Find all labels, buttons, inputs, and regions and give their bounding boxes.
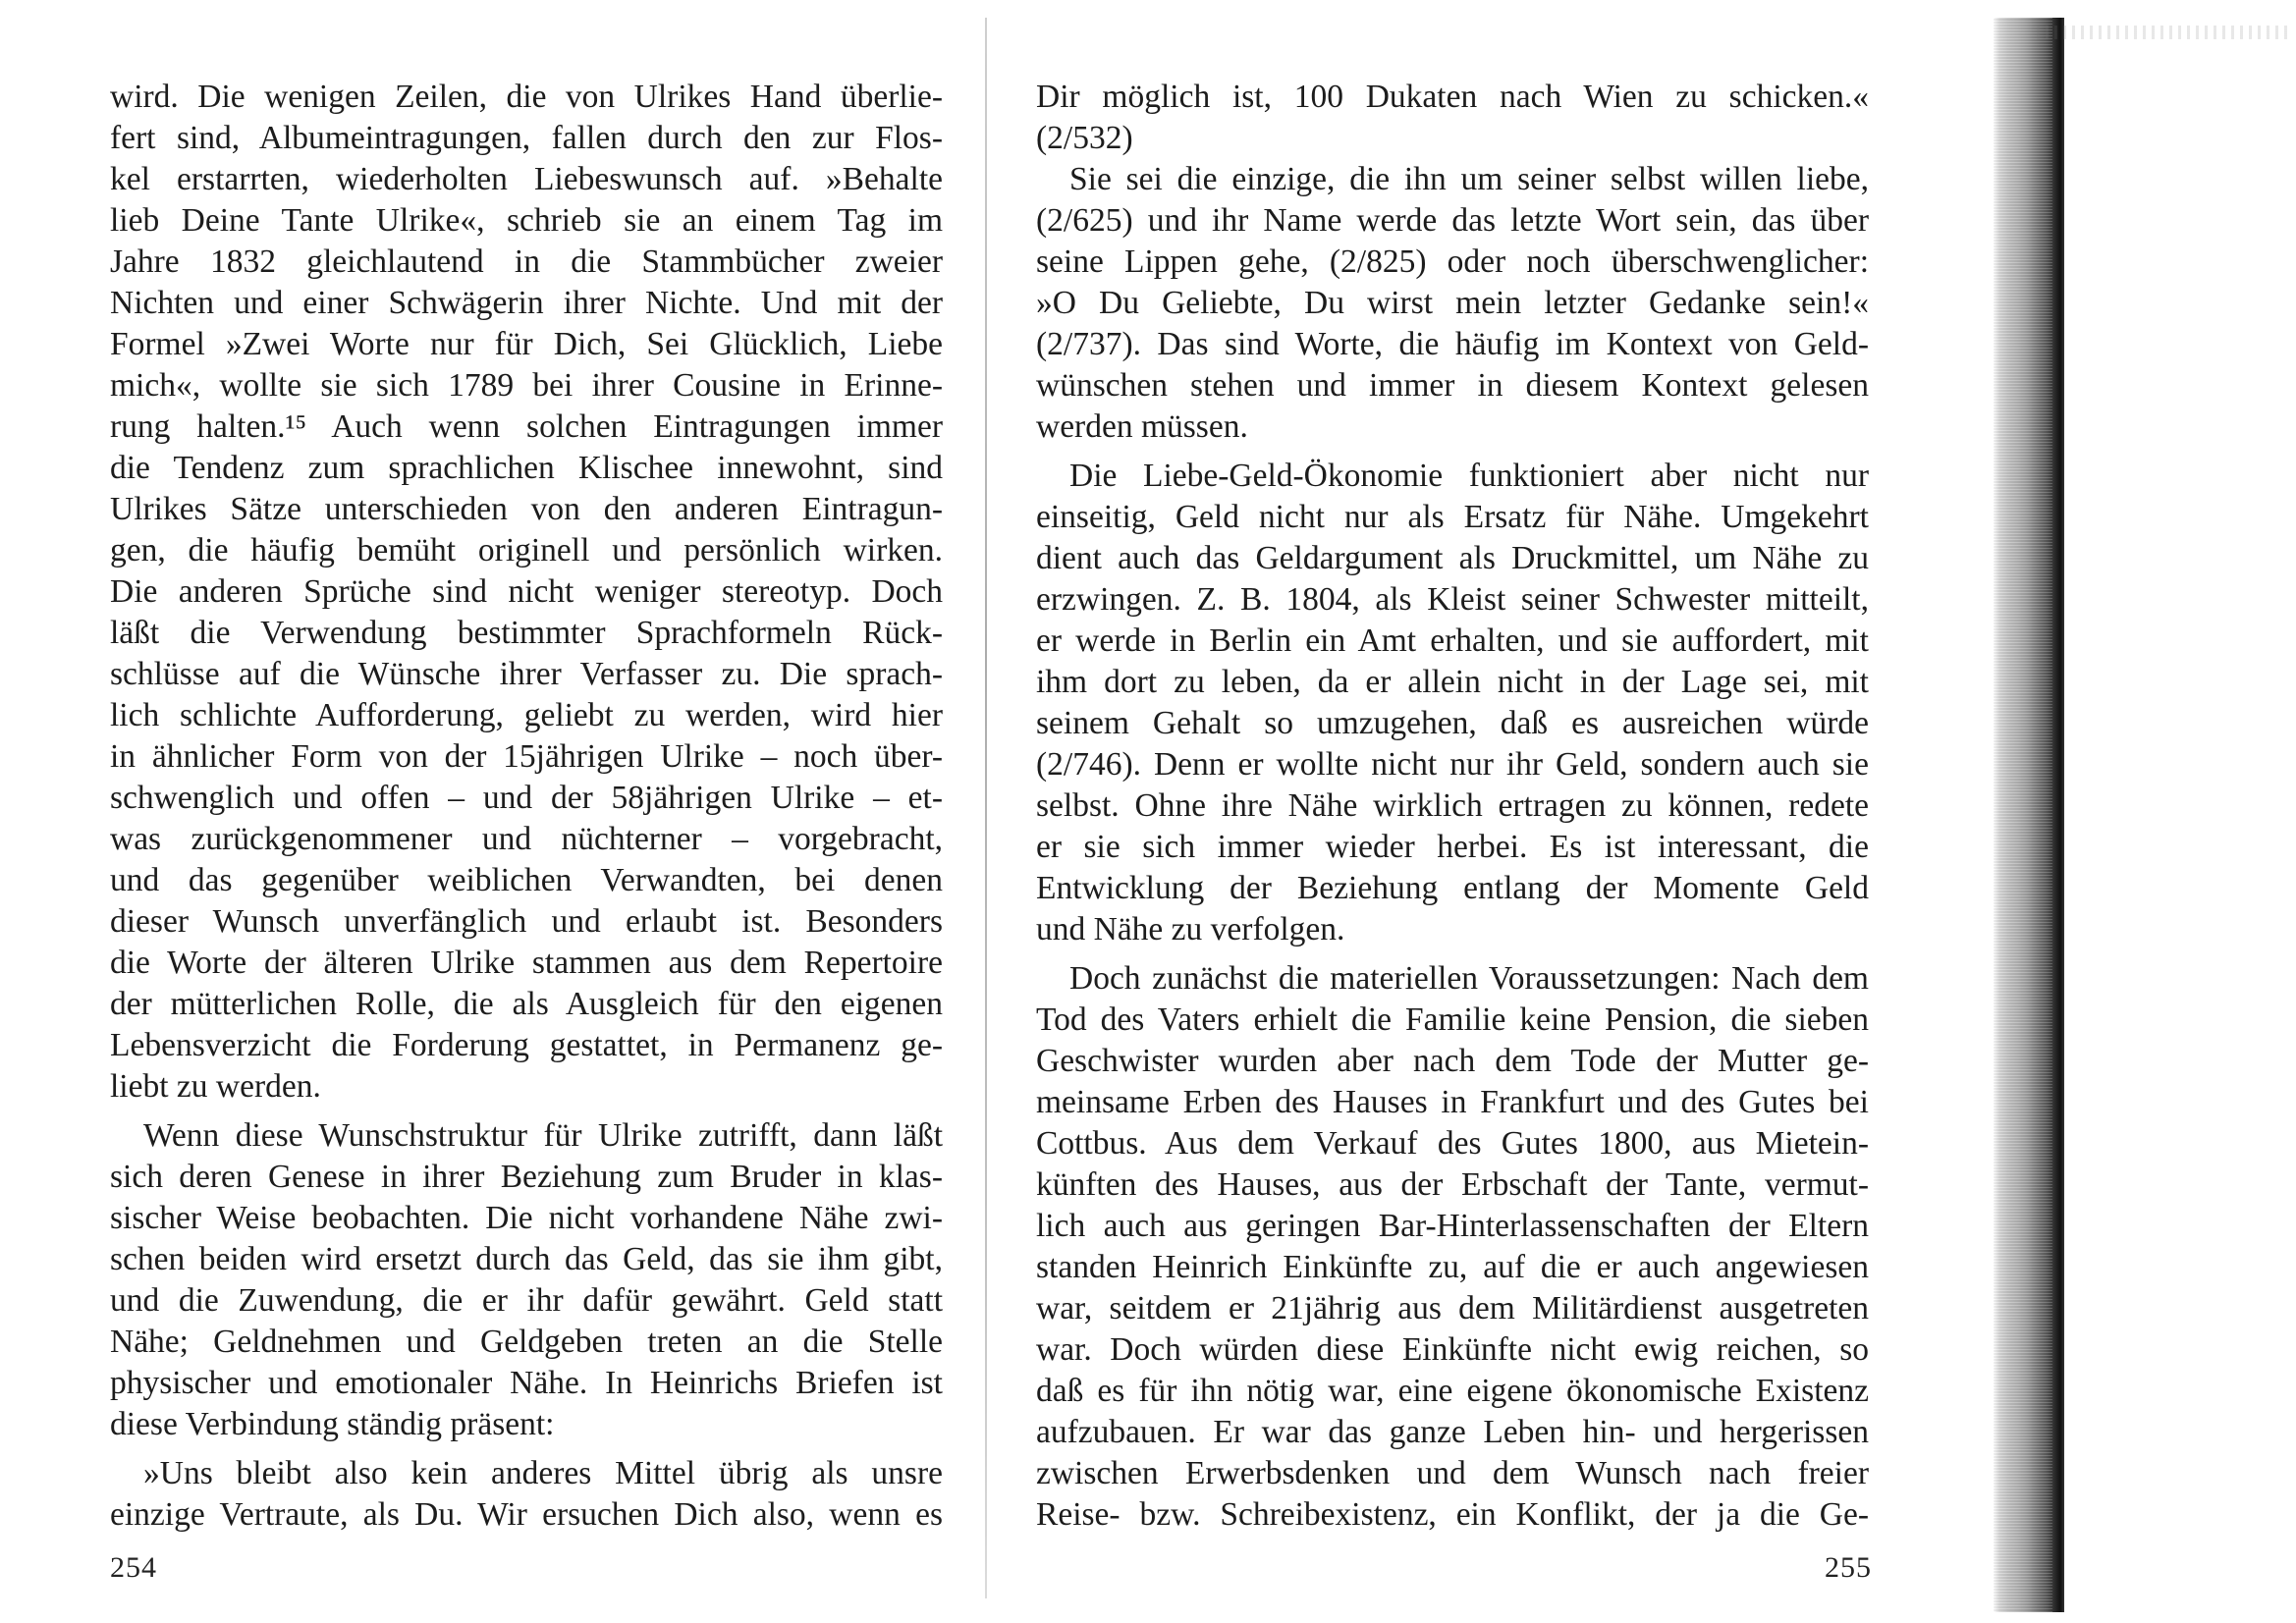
book-edge-texture xyxy=(1994,18,2052,1612)
text-line: kel erstarrten, wiederholten Liebeswunsch auf. »Behalte xyxy=(110,161,943,197)
text-line: gen, die häufig bemüht originell und persönlich wirken. xyxy=(110,532,943,568)
text-line: »O Du Geliebte, Du wirst mein letzter Gedanke sein!« xyxy=(1036,285,1869,321)
text-line: schlüsse auf die Wünsche ihrer Verfasser zu. Die sprach- xyxy=(110,656,943,692)
text-line: dient auch das Geldargument als Druckmittel, um Nähe zu xyxy=(1036,540,1869,576)
text-line: war, seitdem er 21jährig aus dem Militärdienst ausgetreten xyxy=(1036,1290,1869,1326)
text-line: (2/532) xyxy=(1036,120,1133,156)
text-line: mich«, wollte sie sich 1789 bei ihrer Cousine in Erinne- xyxy=(110,367,943,404)
text-line: schen beiden wird ersetzt durch das Geld, das sie ihm gibt, xyxy=(110,1241,943,1277)
text-line: war. Doch würden diese Einkünfte nicht ewig reichen, so xyxy=(1036,1331,1869,1368)
left-page xyxy=(110,77,943,1536)
text-line: er werde in Berlin ein Amt erhalten, und sie auffordert, mit xyxy=(1036,622,1869,659)
text-line: die Tendenz zum sprachlichen Klischee innewohnt, sind xyxy=(110,450,943,486)
text-line: erzwingen. Z. B. 1804, als Kleist seiner Schwester mitteilt, xyxy=(1036,581,1869,618)
text-line: und das gegenüber weiblichen Verwandten, bei denen xyxy=(110,862,943,898)
text-line: Die anderen Sprüche sind nicht weniger stereotyp. Doch xyxy=(110,573,943,610)
text-line: Ulrikes Sätze unterschieden von den anderen Eintragun- xyxy=(110,491,943,527)
text-line: künften des Hauses, aus der Erbschaft der Tante, vermut- xyxy=(1036,1166,1869,1203)
text-line: sischer Weise beobachten. Die nicht vorhandene Nähe zwi- xyxy=(110,1200,943,1236)
text-line: standen Heinrich Einkünfte zu, auf die er auch angewiesen xyxy=(1036,1249,1869,1285)
text-line: Tod des Vaters erhielt die Familie keine Pension, die sieben xyxy=(1036,1001,1869,1038)
text-line: dieser Wunsch unverfänglich und erlaubt ist. Besonders xyxy=(110,903,943,940)
page-number-left: 254 xyxy=(110,1551,157,1584)
text-line: Entwicklung der Beziehung entlang der Momente Geld xyxy=(1036,870,1869,906)
text-line: Wenn diese Wunschstruktur für Ulrike zutrifft, dann läßt xyxy=(143,1117,943,1154)
text-line: diese Verbindung ständig präsent: xyxy=(110,1406,555,1442)
text-line: lich schlichte Aufforderung, geliebt zu werden, wird hier xyxy=(110,697,943,733)
text-line: physischer und emotionaler Nähe. In Heinrichs Briefen ist xyxy=(110,1365,943,1401)
text-line: in ähnlicher Form von der 15jährigen Ulrike – noch über- xyxy=(110,738,943,775)
text-line: selbst. Ohne ihre Nähe wirklich ertragen zu können, redete xyxy=(1036,787,1869,824)
text-line: zwischen Erwerbsdenken und dem Wunsch nach freier xyxy=(1036,1455,1869,1491)
text-line: Formel »Zwei Worte nur für Dich, Sei Glücklich, Liebe xyxy=(110,326,943,362)
text-line: Sie sei die einzige, die ihn um seiner selbst willen liebe, xyxy=(1069,161,1869,197)
text-line: lich auch aus geringen Bar-Hinterlassenschaften der Eltern xyxy=(1036,1208,1869,1244)
text-line: meinsame Erben des Hauses in Frankfurt und des Gutes bei xyxy=(1036,1084,1869,1120)
text-line: werden müssen. xyxy=(1036,408,1248,445)
text-line: Lebensverzicht die Forderung gestattet, in Permanenz ge- xyxy=(110,1027,943,1063)
scan-speckle xyxy=(2037,26,2292,39)
right-page xyxy=(1036,77,1869,1536)
text-line: wünschen stehen und immer in diesem Kontext gelesen xyxy=(1036,367,1869,404)
text-line: läßt die Verwendung bestimmter Sprachformeln Rück- xyxy=(110,615,943,651)
text-line: und die Zuwendung, die er ihr dafür gewährt. Geld statt xyxy=(110,1282,943,1319)
text-line: »Uns bleibt also kein anderes Mittel übrig als unsre xyxy=(143,1455,943,1491)
book-gutter xyxy=(985,18,987,1598)
text-line: Doch zunächst die materiellen Voraussetzungen: Nach dem xyxy=(1069,960,1869,997)
text-line: schwenglich und offen – und der 58jährigen Ulrike – et- xyxy=(110,780,943,816)
text-line: der mütterlichen Rolle, die als Ausgleich für den eigenen xyxy=(110,986,943,1022)
text-line: (2/737). Das sind Worte, die häufig im Kontext von Geld- xyxy=(1036,326,1869,362)
text-line: daß es für ihn nötig war, eine eigene ökonomische Existenz xyxy=(1036,1373,1869,1409)
text-line: und Nähe zu verfolgen. xyxy=(1036,911,1345,947)
text-line: fert sind, Albumeintragungen, fallen durch den zur Flos- xyxy=(110,120,943,156)
text-line: liebt zu werden. xyxy=(110,1068,321,1105)
text-line: Die Liebe-Geld-Ökonomie funktioniert aber nicht nur xyxy=(1069,458,1869,494)
text-line: rung halten.¹⁵ Auch wenn solchen Eintragungen immer xyxy=(110,408,943,445)
text-line: Nichten und einer Schwägerin ihrer Nichte. Und mit der xyxy=(110,285,943,321)
text-line: sich deren Genese in ihrer Beziehung zum Bruder in klas- xyxy=(110,1159,943,1195)
text-line: Jahre 1832 gleichlautend in die Stammbücher zweier xyxy=(110,243,943,280)
text-line: lieb Deine Tante Ulrike«, schrieb sie an einem Tag im xyxy=(110,202,943,239)
text-line: (2/746). Denn er wollte nicht nur ihr Geld, sondern auch sie xyxy=(1036,746,1869,783)
text-line: einseitig, Geld nicht nur als Ersatz für Nähe. Umgekehrt xyxy=(1036,499,1869,535)
text-line: er sie sich immer wieder herbei. Es ist interessant, die xyxy=(1036,829,1869,865)
text-line: einzige Vertraute, als Du. Wir ersuchen Dich also, wenn es xyxy=(110,1496,943,1533)
text-line: Dir möglich ist, 100 Dukaten nach Wien zu schicken.« xyxy=(1036,79,1869,115)
text-line: (2/625) und ihr Name werde das letzte Wort sein, das über xyxy=(1036,202,1869,239)
text-line: aufzubauen. Er war das ganze Leben hin- und hergerissen xyxy=(1036,1414,1869,1450)
text-line: Cottbus. Aus dem Verkauf des Gutes 1800, aus Mietein- xyxy=(1036,1125,1869,1162)
text-line: Nähe; Geldnehmen und Geldgeben treten an die Stelle xyxy=(110,1324,943,1360)
text-line: seinem Gehalt so umzugehen, daß es ausreichen würde xyxy=(1036,705,1869,741)
text-line: Geschwister wurden aber nach dem Tode der Mutter ge- xyxy=(1036,1043,1869,1079)
text-line: wird. Die wenigen Zeilen, die von Ulrikes Hand überlie- xyxy=(110,79,943,115)
text-line: Reise- bzw. Schreibexistenz, ein Konflikt, der ja die Ge- xyxy=(1036,1496,1869,1533)
text-line: seine Lippen gehe, (2/825) oder noch überschwenglicher: xyxy=(1036,243,1869,280)
text-line: ihm dort zu leben, da er allein nicht in der Lage sei, mit xyxy=(1036,664,1869,700)
text-line: was zurückgenommener und nüchterner – vorgebracht, xyxy=(110,821,943,857)
page-number-right: 255 xyxy=(1825,1551,1872,1584)
text-line: die Worte der älteren Ulrike stammen aus dem Repertoire xyxy=(110,945,943,981)
